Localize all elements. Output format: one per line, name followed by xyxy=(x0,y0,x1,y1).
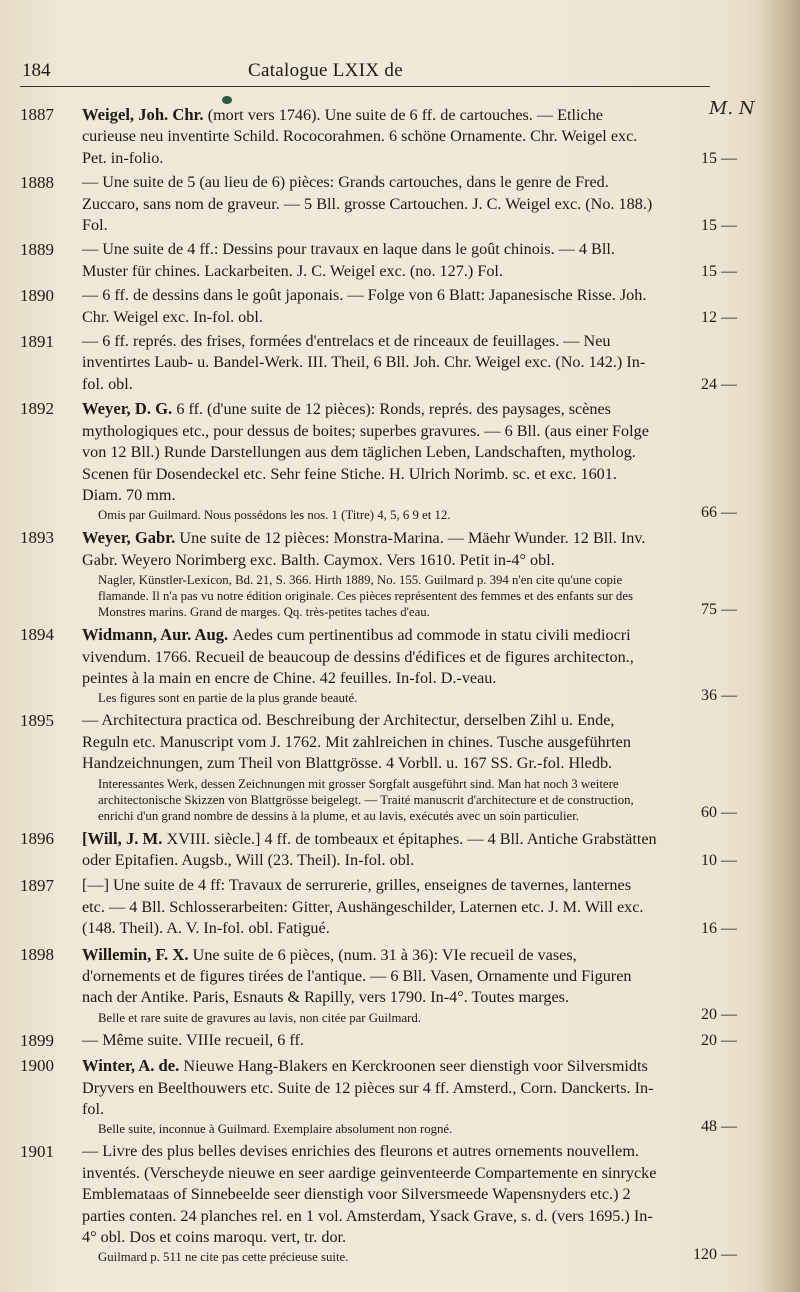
page-header xyxy=(20,58,720,86)
entry-price: 20 — xyxy=(701,1031,737,1049)
entry-note: Nagler, Künstler-Lexicon, Bd. 21, S. 366. Hirth 1889, No. 155. Guilmard p. 394 n'en cite qu'une copie flamande. Il n'a pas vu notre édition originale. Ces pièces représentent des femmes et des enfants sur des Monstres marins. Grand de marges. Qq. très-petites taches d'eau. xyxy=(98,573,633,620)
catalogue-entry-1898 xyxy=(20,944,765,1026)
entry-note: Les figures sont en partie de la plus grande beauté. xyxy=(98,691,358,706)
header-rule xyxy=(20,86,710,87)
entry-text xyxy=(82,172,657,236)
entry-description: — Une suite de 4 ff.: Dessins pour travaux en laque dans le goût chinois. — 4 Bll. Muster für chines. Lackarbeiten. J. C. Weigel exc. (no. 127.) Fol. xyxy=(82,240,615,280)
entry-number: 1887 xyxy=(20,105,54,124)
entry-description: — 6 ff. représ. des frises, formées d'entrelacs et de rinceaux de feuillages. — Neu inventirtes Laub- u. Bandel-Werk. III. Theil, 6 Bll. Joh. Chr. Weigel exc. (No. 142.) In-fol. obl. xyxy=(82,332,646,393)
entry-text xyxy=(82,285,657,328)
entry-number: 1890 xyxy=(20,286,54,306)
catalogue-entry-1896 xyxy=(20,828,765,872)
catalogue-entry-1894 xyxy=(20,624,765,706)
entry-text xyxy=(82,1141,657,1248)
entry-description: — Livre des plus belles devises enrichies des fleurons et autres ornements nouvellem. inventés. (Verscheyde nieuwe en seer aardige geinventeerde Compartemente en sinrycke Emblemataas of Sinnebeelde seer dienstigh voor Silversmeede Wapensnyders etc.) 2 parties conten. 24 planches rel. en 1 vol. Amsterdam, Ysack Grave, s. d. (vers 1695.) In-4° obl. Dos et coins maroqu. vert, tr. dor. xyxy=(82,1142,657,1247)
entry-text xyxy=(82,710,657,774)
entry-note: Interessantes Werk, dessen Zeichnungen mit grosser Sorgfalt ausgeführt sind. Man hat noch 3 weitere architectonische Skizzen von Blattgrösse beigelegt. — Traité manuscrit d'architecture et de construction, enrichi d'un grand nombre de dessins à la plume, et au lavis, exécutés avec un soin particulier. xyxy=(98,776,634,823)
entry-text xyxy=(82,398,657,506)
entry-note: Belle suite, inconnue à Guilmard. Exemplaire absolument non rogné. xyxy=(98,1122,453,1137)
entry-description: — 6 ff. de dessins dans le goût japonais. — Folge von 6 Blatt: Japanesische Risse. Joh. Chr. Weigel exc. In-fol. obl. xyxy=(82,286,647,326)
entry-price: 75 — xyxy=(701,600,737,618)
entry-text xyxy=(82,624,657,689)
entry-number: 1901 xyxy=(20,1142,54,1162)
entry-author: Widmann, Aur. Aug. xyxy=(82,625,233,645)
entry-text xyxy=(82,331,657,395)
entry-price: 15 — xyxy=(701,149,737,167)
catalogue-entry-1897 xyxy=(20,875,765,939)
entry-text xyxy=(82,875,657,939)
entry-price: 16 — xyxy=(701,920,737,938)
catalogue-entry-1895 xyxy=(20,710,765,823)
catalogue-entry-1887 xyxy=(20,104,765,169)
entry-description: (mort vers 1746). Une suite de 6 ff. de cartouches. — Etliche curieuse neu inventirte Schild. Rococorahmen. 6 schöne Ornamente. Chr. Weigel exc. Pet. in-folio. xyxy=(82,106,638,167)
entry-price: 20 — xyxy=(701,1006,737,1024)
entry-description: 6 ff. (d'une suite de 12 pièces): Ronds, représ. des paysages, scènes mythologiques etc., pour dessus de boites; superbes gravures. — 6 Bll. (aus einer Folge von 12 Bll.) Runde Darstellungen aus dem täglichen Leben, Landschaften, mytholog. Scenen für Dosendeckel etc. Sehr feine Stiche. H. Ulrich Norimb. sc. et exc. 1601. Diam. 70 mm. xyxy=(82,400,649,504)
entry-number: 1898 xyxy=(20,944,54,964)
entry-text xyxy=(82,944,657,1009)
entry-price: 15 — xyxy=(701,217,737,235)
entry-description: Aedes cum pertinentibus ad commode in statu civili mediocri vivendum. 1766. Recueil de beaucoup de dessins d'édifices et de figures architecton., peintes à la main en encre de Chine. 42 feuilles. In-fol. D.-veau. xyxy=(82,626,634,687)
entry-price: 60 — xyxy=(701,804,737,822)
entry-number: 1895 xyxy=(20,711,54,731)
entry-description: Une suite de 12 pièces: Monstra-Marina. — Mäehr Wunder. 12 Bll. Inv. Gabr. Weyero Norimberg exc. Balth. Caymox. Vers 1610. Petit in-4° obl. xyxy=(82,529,646,569)
entry-number: 1900 xyxy=(20,1056,54,1076)
entry-number: 1894 xyxy=(20,625,54,645)
catalogue-entry-1893 xyxy=(20,527,765,620)
entry-text xyxy=(82,527,657,571)
entry-note: Guilmard p. 511 ne cite pas cette précieuse suite. xyxy=(98,1250,349,1265)
entry-description: — Architectura practica od. Beschreibung der Architectur, derselben Zihl u. Ende, Reguln etc. Manuscript vom J. 1762. Mit zahlreichen in chines. Tusche ausgeführten Handzeichnungen, zum Theil von Blattgrösse. 4 Vorbll. u. 167 SS. Gr.-fol. Hledb. xyxy=(82,711,631,773)
entry-price: 10 — xyxy=(701,851,737,869)
entry-description: [—] Une suite de 4 ff: Travaux de serrurerie, grilles, enseignes de tavernes, lanternes etc. — 4 Bll. Schlosserarbeiten: Gitter, Aushängeschilder, Laternen etc. J. M. Will exc. (148. Theil). A. V. In-fol. obl. Fatigué. xyxy=(82,876,644,938)
entry-price: 15 — xyxy=(701,262,737,280)
entry-description: Nieuwe Hang-Blakers en Kerckroonen seer dienstigh voor Silversmidts Dryvers en Beelthouwers etc. Suite de 12 pièces sur 4 ff. Amsterd., Corn. Danckerts. In-fol. xyxy=(82,1057,654,1119)
entry-price: 36 — xyxy=(701,686,737,704)
entry-description: Une suite de 6 pièces, (num. 31 à 36): VIe recueil de vases, d'ornements et de figures tirées de l'antique. — 6 Bll. Vasen, Ornamente und Figuren nach der Antike. Paris, Esnauts & Rapilly, vers 1790. In-4°. Toutes marges. xyxy=(82,945,632,1007)
entry-number: 1897 xyxy=(20,876,54,896)
running-title: Catalogue LXIX de xyxy=(248,60,403,81)
entry-number: 1896 xyxy=(20,828,54,848)
catalogue-entry-1900 xyxy=(20,1055,765,1137)
catalogue-entry-1888 xyxy=(20,172,765,236)
entry-description: XVIII. siècle.] 4 ff. de tombeaux et épitaphes. — 4 Bll. Antiche Grabstätten oder Epitafien. Augsb., Will (23. Theil). In-fol. obl. xyxy=(82,829,657,869)
entry-author: Willemin, F. X. xyxy=(82,944,193,964)
entry-price: 66 — xyxy=(701,503,737,521)
entry-author: Winter, A. de. xyxy=(82,1056,184,1076)
catalogue-entry-1892 xyxy=(20,398,765,523)
entry-text xyxy=(82,239,657,282)
entry-note: Omis par Guilmard. Nous possédons les nos. 1 (Titre) 4, 5, 6 9 et 12. xyxy=(98,508,451,523)
entry-number: 1893 xyxy=(20,528,54,548)
catalogue-entry-1889 xyxy=(20,239,765,282)
entry-text xyxy=(82,1030,657,1051)
entry-author: Weyer, Gabr. xyxy=(82,528,180,548)
entry-price: 24 — xyxy=(701,375,737,393)
entry-price: 120 — xyxy=(693,1246,737,1264)
entry-author: [Will, J. M. xyxy=(82,828,167,848)
entry-description: — Une suite de 5 (au lieu de 6) pièces: Grands cartouches, dans le genre de Fred. Zuccaro, sans nom de graveur. — 5 Bll. grosse Cartouchen. J. C. Weigel exc. (No. 188.) Fol. xyxy=(82,173,653,235)
entry-number: 1899 xyxy=(20,1030,54,1050)
catalogue-entry-1901 xyxy=(20,1141,765,1265)
catalogue-entry-1899 xyxy=(20,1030,765,1051)
entry-text xyxy=(82,104,657,169)
entry-text xyxy=(82,828,657,872)
page-number: 184 xyxy=(22,60,51,81)
ink-stamp-mark xyxy=(222,96,232,104)
entry-description: — Même suite. VIIIe recueil, 6 ff. xyxy=(82,1030,304,1049)
entry-text xyxy=(82,1055,657,1120)
catalogue-entry-1890 xyxy=(20,285,765,328)
entry-note: Belle et rare suite de gravures au lavis, non citée par Guilmard. xyxy=(98,1010,421,1025)
entry-author: Weyer, D. G. xyxy=(82,399,177,419)
entry-number: 1892 xyxy=(20,399,54,419)
handwritten-margin-note: M. N xyxy=(709,98,755,119)
entry-author: Weigel, Joh. Chr. xyxy=(82,105,208,124)
entry-number: 1891 xyxy=(20,332,54,352)
catalogue-entries xyxy=(20,104,765,1265)
catalogue-entry-1891 xyxy=(20,331,765,395)
entry-number: 1888 xyxy=(20,173,54,193)
entry-price: 12 — xyxy=(701,308,737,326)
entry-price: 48 — xyxy=(701,1118,737,1136)
entry-number: 1889 xyxy=(20,240,54,260)
